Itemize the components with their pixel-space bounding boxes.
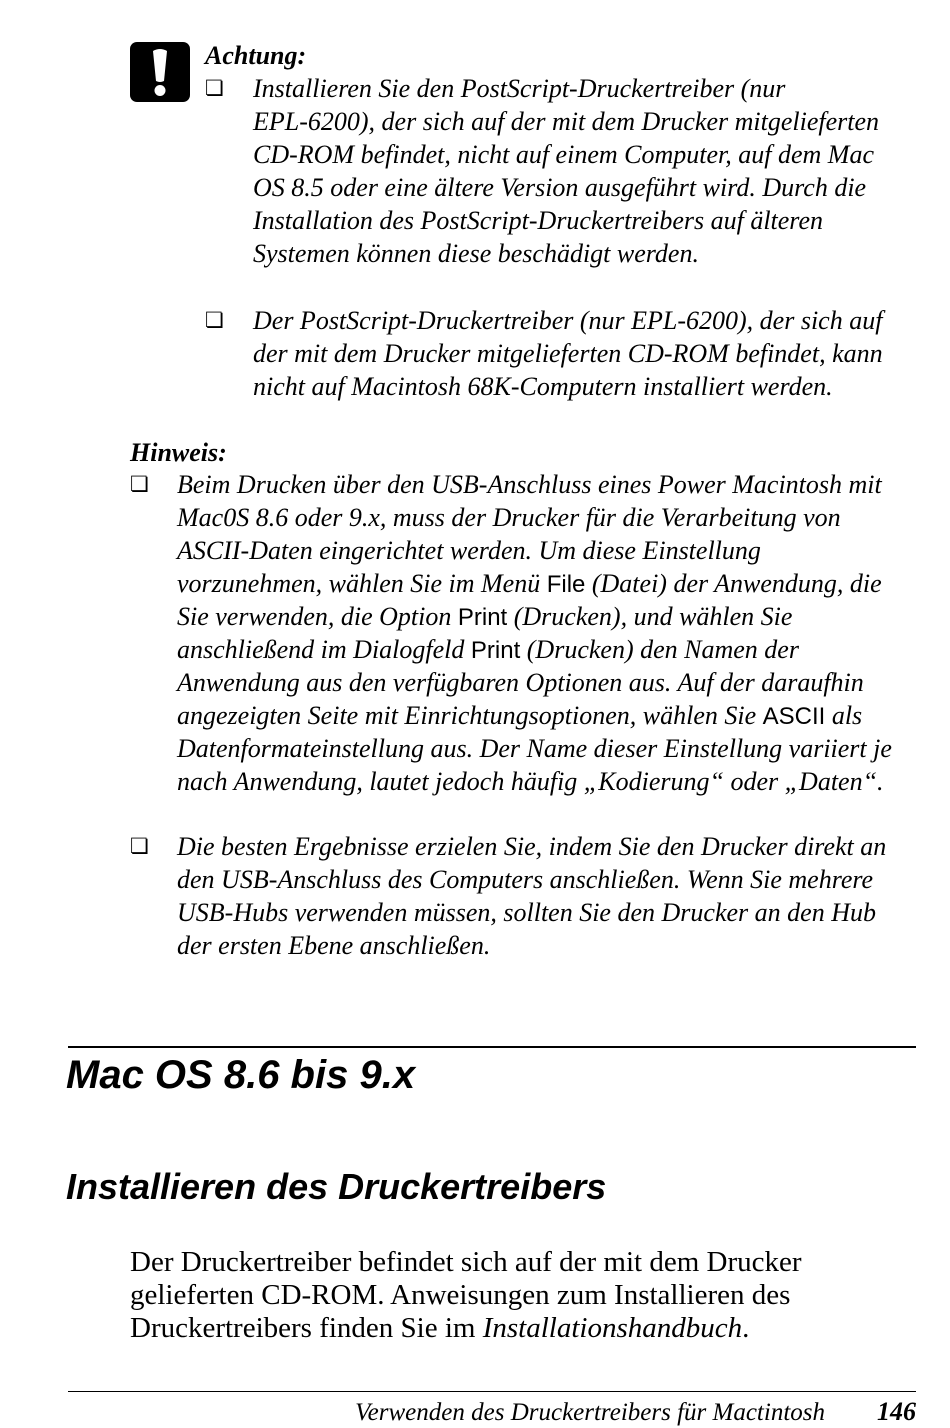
text-line bbox=[177, 600, 892, 633]
text-segment: . bbox=[742, 1312, 750, 1344]
note-item-text bbox=[177, 830, 886, 962]
checkbox-bullet-icon: ❏ bbox=[130, 472, 149, 496]
text-line: Mac0S 8.6 oder 9.x, muss der Drucker für die Verarbeitung von bbox=[177, 503, 841, 532]
page-number: 146 bbox=[877, 1397, 916, 1426]
text-segment: (Drucken) den Namen der bbox=[520, 635, 799, 664]
ui-term-file: File bbox=[546, 571, 586, 598]
text-line: der mit dem Drucker mitgelieferten CD-ROM befindet, kann bbox=[253, 339, 883, 368]
caution-item-text bbox=[253, 304, 883, 403]
text-segment: (Datei) der Anwendung, die bbox=[585, 569, 882, 598]
text-line: OS 8.5 oder eine ältere Version ausgeführt wird. Durch die bbox=[253, 173, 867, 202]
checkbox-bullet-icon: ❏ bbox=[130, 834, 149, 858]
text-line: CD-ROM befindet, nicht auf einem Computer, auf dem Mac bbox=[253, 140, 874, 169]
text-line: Die besten Ergebnisse erzielen Sie, indem Sie den Drucker direkt an bbox=[177, 832, 887, 861]
text-line: EPL-6200), der sich auf der mit dem Drucker mitgelieferten bbox=[253, 107, 880, 136]
text-line: USB-Hubs verwenden müssen, sollten Sie den Drucker an den Hub bbox=[177, 898, 876, 927]
text-segment: als bbox=[825, 701, 863, 730]
ui-term-print: Print bbox=[457, 604, 508, 631]
ui-term-ascii: ASCII bbox=[762, 703, 826, 730]
book-title: Installationshandbuch bbox=[482, 1312, 743, 1344]
section-heading: Mac OS 8.6 bis 9.x bbox=[66, 1053, 416, 1097]
text-segment: anschließend im Dialogfeld bbox=[177, 635, 471, 664]
ui-term-print: Print bbox=[470, 637, 521, 664]
footer-divider bbox=[68, 1391, 916, 1392]
body-line: gelieferten CD-ROM. Anweisungen zum Installieren des bbox=[130, 1279, 791, 1311]
body-line bbox=[130, 1312, 802, 1345]
text-line: Der PostScript-Druckertreiber (nur EPL-6200), der sich auf bbox=[253, 306, 883, 335]
checkbox-bullet-icon: ❏ bbox=[205, 308, 224, 332]
text-segment: Druckertreibers finden Sie im bbox=[130, 1312, 483, 1344]
text-line: nicht auf Macintosh 68K-Computern installiert werden. bbox=[253, 372, 833, 401]
page-footer bbox=[355, 1398, 916, 1426]
section-subheading: Installieren des Druckertreibers bbox=[66, 1166, 607, 1207]
checkbox-bullet-icon: ❏ bbox=[205, 76, 224, 100]
text-line: Beim Drucken über den USB-Anschluss eines Power Macintosh mit bbox=[177, 470, 882, 499]
note-item-text bbox=[177, 468, 892, 798]
text-line: der ersten Ebene anschließen. bbox=[177, 931, 491, 960]
text-line: ASCII-Daten eingerichtet werden. Um diese Einstellung bbox=[177, 536, 761, 565]
caution-item-text bbox=[253, 72, 879, 270]
text-segment: vorzunehmen, wählen Sie im Menü bbox=[177, 569, 547, 598]
body-line: Der Druckertreiber befindet sich auf der mit dem Drucker bbox=[130, 1246, 802, 1278]
text-segment: (Drucken), und wählen Sie bbox=[507, 602, 793, 631]
text-line: Anwendung aus den verfügbaren Optionen aus. Auf der daraufhin bbox=[177, 668, 864, 697]
text-line bbox=[177, 699, 892, 732]
caution-title: Achtung: bbox=[205, 41, 307, 70]
text-segment: angezeigten Seite mit Einrichtungsoptionen, wählen Sie bbox=[177, 701, 763, 730]
text-line: Installieren Sie den PostScript-Druckertreiber (nur bbox=[253, 74, 786, 103]
text-segment: Sie verwenden, die Option bbox=[177, 602, 458, 631]
text-line bbox=[177, 633, 892, 666]
text-line: den USB-Anschluss des Computers anschließen. Wenn Sie mehrere bbox=[177, 865, 874, 894]
footer-chapter-title: Verwenden des Druckertreibers für Mactintosh bbox=[355, 1399, 825, 1426]
text-line: nach Anwendung, lautet jedoch häufig „Kodierung“ oder „Daten“. bbox=[177, 767, 884, 796]
caution-exclamation-icon bbox=[130, 42, 190, 102]
section-divider bbox=[68, 1046, 916, 1048]
note-title: Hinweis: bbox=[130, 438, 227, 467]
text-line: Systemen können diese beschädigt werden. bbox=[253, 239, 699, 268]
text-line bbox=[177, 567, 892, 600]
text-line: Installation des PostScript-Druckertreibers auf älteren bbox=[253, 206, 823, 235]
text-line: Datenformateinstellung aus. Der Name dieser Einstellung variiert je bbox=[177, 734, 892, 763]
body-paragraph bbox=[130, 1246, 802, 1345]
